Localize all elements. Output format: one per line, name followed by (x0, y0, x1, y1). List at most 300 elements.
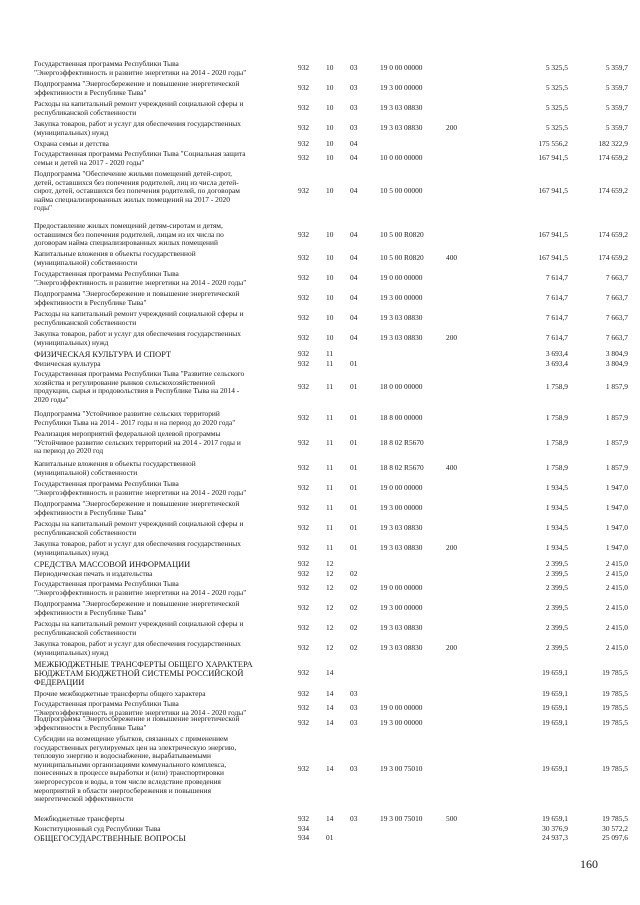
subsection-code: 04 (350, 253, 358, 263)
target-article: 19 3 00 00000 (380, 83, 423, 93)
row-name (34, 250, 284, 267)
row-name-line: Закупка товаров, работ и услуг для обеспечения государственных (34, 640, 241, 648)
amount-year-2: 5 359,7 (605, 63, 628, 73)
section-code: 10 (326, 153, 334, 163)
row-name (34, 330, 284, 347)
target-article: 19 3 00 75010 (380, 814, 423, 823)
amount-year-1: 1 934,5 (545, 523, 568, 533)
section-code: 11 (326, 381, 334, 391)
expense-type: 200 (446, 643, 458, 653)
row-name-line: "Энергоэффективность и развитие энергетики на 2014 - 2020 годы" (34, 708, 247, 717)
subsection-code: 01 (350, 483, 358, 493)
row-name-line: детей, оставшихся без попечения родителей, лиц из числа детей- (34, 178, 239, 187)
section-code: 11 (326, 523, 334, 533)
target-article: 18 8 02 R5670 (380, 437, 424, 447)
row-name-line: сирот, детей, оставшихся без попечения родителей, по договорам (34, 187, 240, 196)
section-code: 12 (326, 623, 334, 633)
row-name (34, 460, 284, 477)
row-name-line: Закупка товаров, работ и услуг для обеспечения государственных (34, 330, 241, 338)
amount-year-2: 1 947,0 (605, 483, 628, 493)
row-name (34, 834, 284, 843)
target-article: 10 5 00 R0820 (380, 229, 424, 239)
amount-year-2: 1 857,9 (605, 413, 628, 423)
ved-code: 932 (298, 139, 310, 148)
row-name-line: "Энергоэффективность и развитие энергетики на 2014 - 2020 годы" (34, 488, 247, 497)
expense-type: 400 (446, 463, 458, 473)
row-name-line: годы" (34, 204, 53, 213)
target-article: 19 3 03 08830 (380, 543, 423, 553)
row-name-line: Государственная программа Республики Тыва (34, 700, 179, 708)
ved-code: 932 (298, 689, 310, 698)
amount-year-2: 7 663,7 (605, 313, 628, 323)
expense-type: 200 (446, 123, 458, 133)
row-name (34, 540, 284, 557)
target-article: 19 0 00 00000 (380, 63, 423, 73)
subsection-code: 03 (350, 689, 358, 698)
target-article: 19 3 00 00000 (380, 503, 423, 513)
row-name (34, 140, 284, 149)
ved-code: 932 (298, 764, 310, 774)
row-name (34, 290, 284, 307)
amount-year-2: 2 415,0 (605, 569, 628, 578)
ved-code: 932 (298, 381, 310, 391)
target-article: 18 8 02 R5670 (380, 463, 424, 473)
amount-year-2: 19 785,5 (602, 718, 628, 728)
target-article: 19 3 03 08830 (380, 523, 423, 533)
ved-code: 932 (298, 153, 310, 163)
amount-year-1: 1 934,5 (545, 483, 568, 493)
amount-year-2: 182 322,9 (598, 139, 628, 148)
row-name-line: республиканской собственности (34, 528, 137, 537)
row-name (34, 620, 284, 637)
amount-year-1: 5 325,5 (545, 63, 568, 73)
amount-year-2: 1 857,9 (605, 381, 628, 391)
amount-year-2: 7 663,7 (605, 293, 628, 303)
amount-year-2: 3 804,9 (605, 359, 628, 368)
ved-code: 932 (298, 229, 310, 239)
row-name (34, 60, 284, 77)
ved-code: 932 (298, 103, 310, 113)
section-code: 14 (326, 814, 334, 823)
section-code: 11 (326, 483, 334, 493)
row-name (34, 410, 284, 427)
row-name (34, 815, 284, 824)
amount-year-2: 2 415,0 (605, 643, 628, 653)
section-code: 10 (326, 229, 334, 239)
target-article: 19 3 03 08830 (380, 623, 423, 633)
amount-year-2: 1 947,0 (605, 523, 628, 533)
subsection-code: 04 (350, 186, 358, 196)
subsection-code: 01 (350, 437, 358, 447)
row-name-line: оставшимся без попечения родителей, лицам из их числа по (34, 230, 224, 239)
row-name-line: "Энергоэффективность и развитие энергетики на 2014 - 2020 годы" (34, 278, 247, 287)
subsection-code: 03 (350, 764, 358, 774)
target-article: 19 3 00 00000 (380, 603, 423, 613)
row-name (34, 580, 284, 597)
row-name-line: Прочие межбюджетные трансферты общего характера (34, 690, 206, 698)
section-code: 10 (326, 63, 334, 73)
target-article: 19 3 00 00000 (380, 293, 423, 303)
row-name-line: эффективности в Республике Тыва" (34, 508, 147, 517)
subsection-code: 03 (350, 103, 358, 113)
section-code: 11 (326, 503, 334, 513)
ved-code: 932 (298, 437, 310, 447)
row-name-line: республиканской собственности (34, 318, 137, 327)
section-code: 01 (326, 833, 334, 842)
row-name (34, 570, 284, 579)
amount-year-2: 1 947,0 (605, 503, 628, 513)
row-name-line: государственных регулируемых цен на электрическую энергию, (34, 743, 237, 752)
row-name (34, 480, 284, 497)
row-name-line: Капитальные вложения в объекты государственной (34, 460, 196, 468)
row-name (34, 735, 284, 804)
ved-code: 932 (298, 583, 310, 593)
amount-year-1: 1 758,9 (545, 381, 568, 391)
row-name-line: Подпрограмма "Энергосбережение и повышение энергетической (34, 80, 240, 88)
row-name-line: Подпрограмма "Энергосбережение и повышение энергетической (34, 290, 240, 298)
target-article: 10 5 00 00000 (380, 186, 423, 196)
section-code: 10 (326, 273, 334, 283)
row-name-line: Подпрограмма "Энергосбережение и повышение энергетической (34, 715, 240, 723)
row-name (34, 660, 284, 688)
ved-code: 932 (298, 543, 310, 553)
subsection-code: 04 (350, 293, 358, 303)
ved-code: 932 (298, 569, 310, 578)
amount-year-2: 174 659,2 (598, 186, 628, 196)
target-article: 10 5 00 R0820 (380, 253, 424, 263)
section-code: 14 (326, 689, 334, 698)
amount-year-1: 5 325,5 (545, 103, 568, 113)
ved-code: 932 (298, 483, 310, 493)
subsection-code: 02 (350, 569, 358, 578)
row-name-line: Государственная программа Республики Тыва (34, 580, 179, 588)
row-name-line: Реализация мероприятий федеральной целевой программы (34, 430, 221, 438)
row-name-line: Государственная программа Республики Тыва "Развитие сельского (34, 370, 245, 378)
row-name-line: Физическая культура (34, 360, 101, 368)
ved-code: 932 (298, 503, 310, 513)
amount-year-2: 1 947,0 (605, 543, 628, 553)
row-name (34, 715, 284, 732)
section-code: 10 (326, 333, 334, 343)
row-name-line: Подпрограмма "Энергосбережение и повышение энергетической (34, 600, 240, 608)
row-name (34, 80, 284, 97)
amount-year-1: 167 941,5 (538, 186, 568, 196)
row-name (34, 370, 284, 404)
row-name-line: найма специализированных жилых помещений на 2017 - 2020 (34, 195, 230, 204)
ved-code: 932 (298, 253, 310, 263)
row-name-line: "Устойчивое развитие сельских территорий на 2014 - 2017 годы и (34, 438, 241, 447)
row-name (34, 640, 284, 657)
section-code: 11 (326, 359, 334, 368)
row-name-line: семьи и детей на 2017 - 2020 годы" (34, 158, 145, 167)
row-name-line: ФЕДЕРАЦИИ (34, 678, 85, 688)
amount-year-2: 2 415,0 (605, 583, 628, 593)
row-name (34, 430, 284, 456)
section-code: 10 (326, 83, 334, 93)
row-name-line: 2020 годы" (34, 395, 69, 404)
expense-type: 500 (446, 814, 458, 823)
section-code: 12 (326, 569, 334, 578)
row-name-line: энергетической эффективности (34, 795, 134, 804)
row-name-line: БЮДЖЕТАМ БЮДЖЕТНОЙ СИСТЕМЫ РОССИЙСКОЙ (34, 669, 244, 679)
ved-code: 932 (298, 703, 310, 713)
row-name-line: "Энергоэффективность и развитие энергетики на 2014 - 2020 годы" (34, 68, 247, 77)
ved-code: 932 (298, 63, 310, 73)
ved-code: 932 (298, 668, 310, 678)
section-code: 12 (326, 603, 334, 613)
amount-year-1: 2 399,5 (545, 603, 568, 613)
row-name-line: ОБЩЕГОСУДАРСТВЕННЫЕ ВОПРОСЫ (34, 834, 186, 843)
subsection-code: 04 (350, 313, 358, 323)
amount-year-1: 1 758,9 (545, 437, 568, 447)
subsection-code: 02 (350, 643, 358, 653)
amount-year-1: 19 659,1 (542, 689, 568, 698)
section-code: 11 (326, 413, 334, 423)
amount-year-2: 5 359,7 (605, 83, 628, 93)
row-name-line: Межбюджетные трансферты (34, 815, 125, 823)
ved-code: 932 (298, 718, 310, 728)
subsection-code: 01 (350, 381, 358, 391)
subsection-code: 01 (350, 359, 358, 368)
target-article: 19 3 03 08830 (380, 643, 423, 653)
amount-year-1: 3 693,4 (545, 349, 568, 358)
row-name-line: хозяйства и регулирование рынков сельскохозяйственной (34, 378, 216, 387)
amount-year-1: 167 941,5 (538, 253, 568, 263)
amount-year-2: 19 785,5 (602, 668, 628, 678)
section-code: 12 (326, 559, 334, 568)
ved-code: 932 (298, 349, 310, 358)
section-code: 14 (326, 703, 334, 713)
row-name-line: (муниципальной) собственности (34, 258, 138, 267)
target-article: 19 0 00 00000 (380, 703, 423, 713)
row-name-line: Подпрограмма "Устойчивое развитие сельских территорий (34, 410, 220, 418)
row-name-line: Государственная программа Республики Тыва (34, 60, 179, 68)
amount-year-1: 1 758,9 (545, 413, 568, 423)
amount-year-2: 1 857,9 (605, 437, 628, 447)
subsection-code: 04 (350, 229, 358, 239)
subsection-code: 04 (350, 153, 358, 163)
section-code: 10 (326, 293, 334, 303)
subsection-code: 01 (350, 523, 358, 533)
expense-type: 200 (446, 333, 458, 343)
ved-code: 932 (298, 643, 310, 653)
section-code: 11 (326, 543, 334, 553)
ved-code: 932 (298, 273, 310, 283)
section-code: 12 (326, 583, 334, 593)
amount-year-1: 7 614,7 (545, 333, 568, 343)
row-name-line: Периодическая печать и издательства (34, 570, 153, 578)
subsection-code: 02 (350, 623, 358, 633)
row-name (34, 150, 284, 167)
section-code: 10 (326, 123, 334, 133)
row-name (34, 350, 284, 359)
subsection-code: 02 (350, 603, 358, 613)
expense-type: 400 (446, 253, 458, 263)
amount-year-2: 2 415,0 (605, 559, 628, 568)
subsection-code: 04 (350, 273, 358, 283)
amount-year-2: 174 659,2 (598, 153, 628, 163)
row-name-line: (муниципальных) нужд (34, 128, 109, 137)
subsection-code: 01 (350, 413, 358, 423)
row-name (34, 560, 284, 569)
row-name-line: понесенных в процессе выработки и (или) транспортировки (34, 769, 224, 778)
ved-code: 932 (298, 559, 310, 568)
amount-year-1: 1 934,5 (545, 543, 568, 553)
subsection-code: 02 (350, 583, 358, 593)
section-code: 12 (326, 643, 334, 653)
row-name (34, 120, 284, 137)
amount-year-1: 175 556,2 (538, 139, 568, 148)
row-name-line: Государственная программа Республики Тыва "Социальная защита (34, 150, 246, 158)
row-name-line: Конституционный суд Республики Тыва (34, 825, 161, 833)
row-name-line: Государственная программа Республики Тыва (34, 270, 179, 278)
amount-year-2: 2 415,0 (605, 623, 628, 633)
row-name-line: эффективности в Республике Тыва" (34, 608, 147, 617)
section-code: 11 (326, 437, 334, 447)
row-name (34, 500, 284, 517)
row-name (34, 222, 284, 248)
amount-year-2: 19 785,5 (602, 814, 628, 823)
row-name-line: (муниципальных) нужд (34, 548, 109, 557)
target-article: 19 3 00 75010 (380, 764, 423, 774)
row-name-line: (муниципальных) нужд (34, 338, 109, 347)
page-number: 160 (580, 857, 598, 871)
row-name-line: Субсидии на возмещение убытков, связанных с применением (34, 735, 228, 743)
amount-year-2: 25 097,6 (602, 833, 628, 842)
amount-year-2: 174 659,2 (598, 253, 628, 263)
row-name-line: Предоставление жилых помещений детям-сиротам и детям, (34, 222, 223, 230)
row-name-line: Расходы на капитальный ремонт учреждений социальной сферы и (34, 100, 244, 108)
row-name-line: тепловую энергию и водоснабжение, вырабатываемыми (34, 752, 211, 761)
amount-year-1: 1 758,9 (545, 463, 568, 473)
section-code: 10 (326, 313, 334, 323)
row-name-line: республиканской собственности (34, 628, 137, 637)
subsection-code: 03 (350, 718, 358, 728)
expense-type: 200 (446, 543, 458, 553)
row-name-line: энергоресурсов и воды, в том числе вследствие проведения (34, 777, 221, 786)
amount-year-2: 19 785,5 (602, 703, 628, 713)
ved-code: 932 (298, 523, 310, 533)
target-article: 19 3 03 08830 (380, 103, 423, 113)
target-article: 19 3 03 08830 (380, 313, 423, 323)
amount-year-1: 7 614,7 (545, 293, 568, 303)
ved-code: 932 (298, 359, 310, 368)
amount-year-2: 19 785,5 (602, 764, 628, 774)
amount-year-1: 2 399,5 (545, 623, 568, 633)
amount-year-1: 1 934,5 (545, 503, 568, 513)
amount-year-1: 19 659,1 (542, 703, 568, 713)
target-article: 19 3 03 08830 (380, 123, 423, 133)
row-name-line: на период до 2020 год (34, 447, 104, 456)
ved-code: 934 (298, 833, 310, 842)
amount-year-2: 7 663,7 (605, 333, 628, 343)
section-code: 14 (326, 718, 334, 728)
amount-year-1: 167 941,5 (538, 229, 568, 239)
row-name-line: Подпрограмма "Энергосбережение и повышение энергетической (34, 500, 240, 508)
subsection-code: 03 (350, 123, 358, 133)
amount-year-2: 5 359,7 (605, 123, 628, 133)
row-name-line: (муниципальных) нужд (34, 648, 109, 657)
amount-year-2: 5 359,7 (605, 103, 628, 113)
row-name-line: эффективности в Республике Тыва" (34, 298, 147, 307)
amount-year-1: 19 659,1 (542, 668, 568, 678)
subsection-code: 03 (350, 83, 358, 93)
target-article: 18 8 00 00000 (380, 413, 423, 423)
subsection-code: 04 (350, 333, 358, 343)
row-name-line: Закупка товаров, работ и услуг для обеспечения государственных (34, 120, 241, 128)
row-name (34, 360, 284, 369)
row-name (34, 825, 284, 834)
ved-code: 932 (298, 123, 310, 133)
section-code: 11 (326, 463, 334, 473)
row-name-line: Подпрограмма "Обеспечение жильми помещений детей-сирот, (34, 170, 232, 178)
row-name-line: муниципальными организациями коммунального комплекса, (34, 760, 227, 769)
row-name-line: Государственная программа Республики Тыва (34, 480, 179, 488)
row-name-line: Капитальные вложения в объекты государственной (34, 250, 196, 258)
amount-year-1: 24 937,3 (542, 833, 568, 842)
row-name-line: договорам найма специализированных жилых помещений (34, 239, 218, 248)
row-name-line: мероприятий в области энергосбережения и повышения (34, 786, 211, 795)
ved-code: 932 (298, 83, 310, 93)
subsection-code: 01 (350, 543, 358, 553)
row-name-line: эффективности в Республике Тыва" (34, 723, 147, 732)
amount-year-2: 19 785,5 (602, 689, 628, 698)
amount-year-1: 5 325,5 (545, 83, 568, 93)
section-code: 11 (326, 349, 334, 358)
ved-code: 932 (298, 313, 310, 323)
row-name (34, 690, 284, 699)
amount-year-2: 2 415,0 (605, 603, 628, 613)
amount-year-1: 2 399,5 (545, 569, 568, 578)
subsection-code: 03 (350, 814, 358, 823)
amount-year-1: 30 376,9 (542, 824, 568, 833)
target-article: 18 0 00 00000 (380, 381, 423, 391)
row-name-line: республиканской собственности (34, 108, 137, 117)
ved-code: 932 (298, 623, 310, 633)
row-name-line: Закупка товаров, работ и услуг для обеспечения государственных (34, 540, 241, 548)
amount-year-1: 5 325,5 (545, 123, 568, 133)
target-article: 19 3 00 00000 (380, 718, 423, 728)
ved-code: 932 (298, 413, 310, 423)
subsection-code: 01 (350, 463, 358, 473)
subsection-code: 03 (350, 63, 358, 73)
section-code: 10 (326, 253, 334, 263)
ved-code: 934 (298, 824, 310, 833)
amount-year-2: 7 663,7 (605, 273, 628, 283)
row-name-line: "Энергоэффективность и развитие энергетики на 2014 - 2020 годы" (34, 588, 247, 597)
row-name-line: Республики Тыва на 2014 - 2017 годы и на период до 2020 года" (34, 418, 236, 427)
amount-year-2: 3 804,9 (605, 349, 628, 358)
amount-year-1: 19 659,1 (542, 814, 568, 823)
ved-code: 932 (298, 333, 310, 343)
section-code: 10 (326, 186, 334, 196)
amount-year-2: 174 659,2 (598, 229, 628, 239)
ved-code: 932 (298, 186, 310, 196)
row-name (34, 170, 284, 213)
ved-code: 932 (298, 814, 310, 823)
target-article: 19 0 00 00000 (380, 483, 423, 493)
target-article: 19 3 03 08830 (380, 333, 423, 343)
target-article: 19 0 00 00000 (380, 273, 423, 283)
row-name-line: Расходы на капитальный ремонт учреждений социальной сферы и (34, 310, 244, 318)
amount-year-1: 7 614,7 (545, 273, 568, 283)
amount-year-1: 167 941,5 (538, 153, 568, 163)
section-code: 14 (326, 764, 334, 774)
target-article: 19 0 00 00000 (380, 583, 423, 593)
amount-year-2: 1 857,9 (605, 463, 628, 473)
amount-year-1: 7 614,7 (545, 313, 568, 323)
row-name-line: Расходы на капитальный ремонт учреждений социальной сферы и (34, 620, 244, 628)
